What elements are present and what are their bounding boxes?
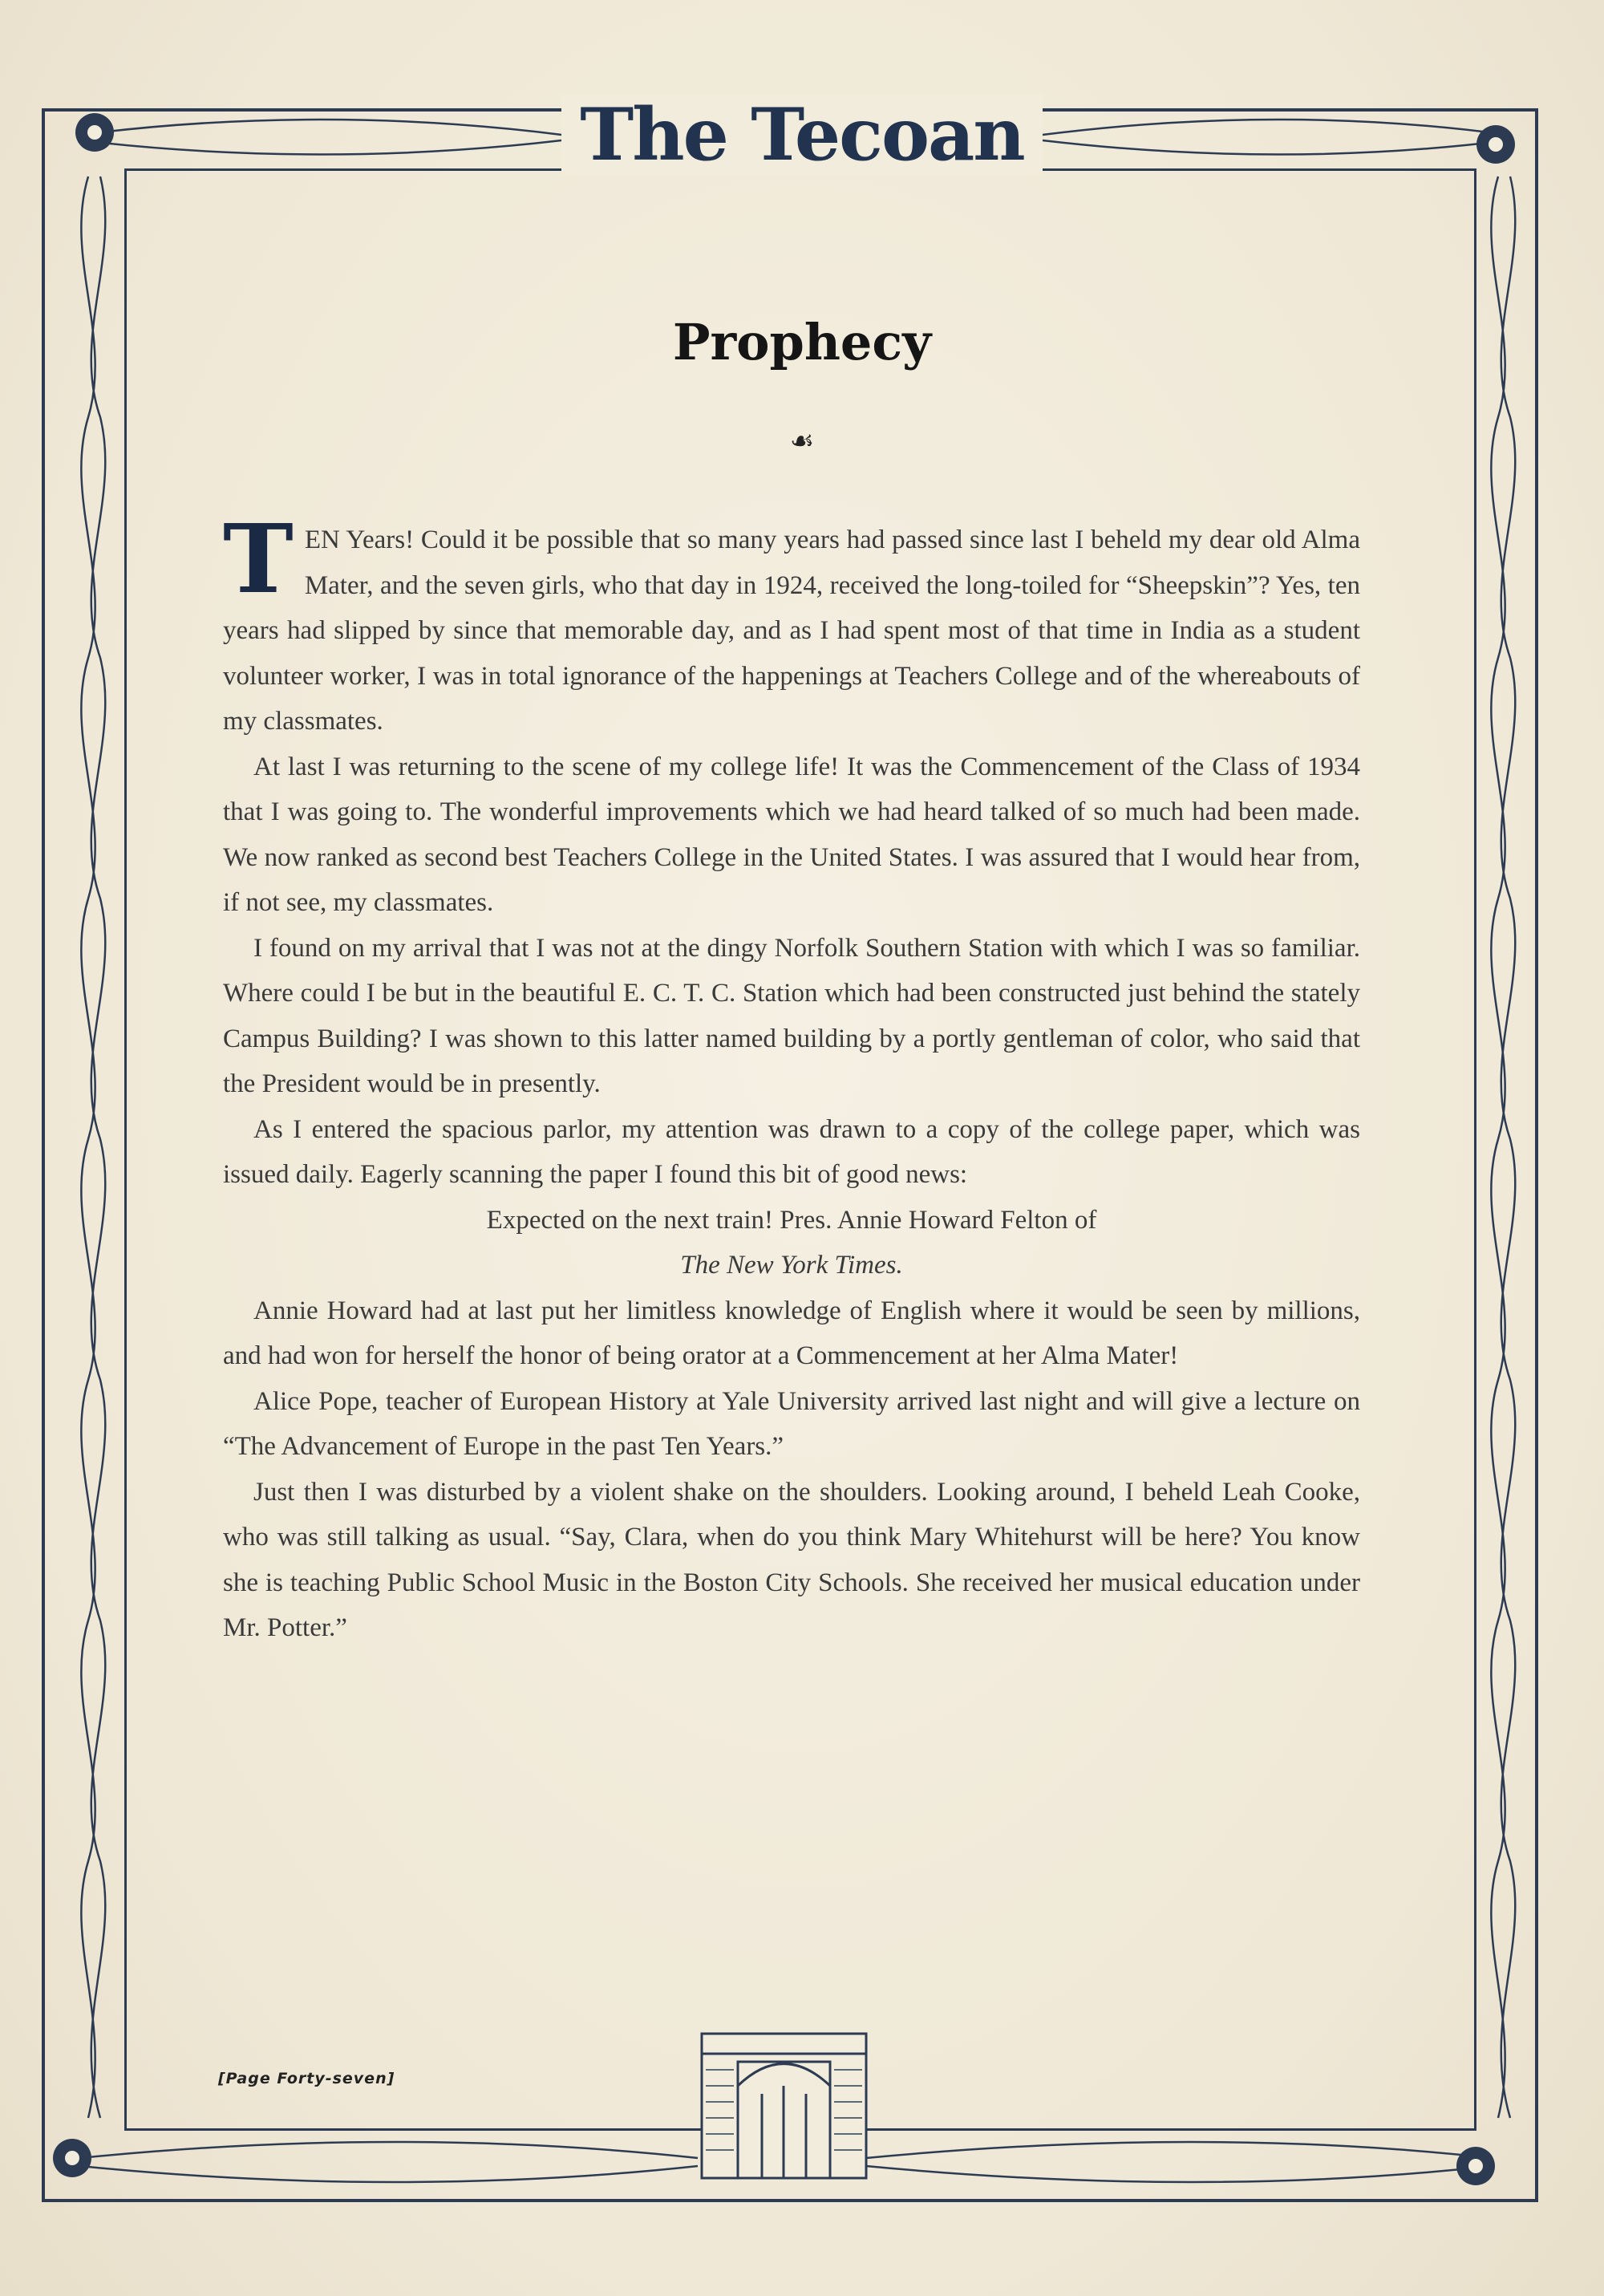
paragraph-2: At last I was returning to the scene of my college life! It was the Commencement of the Class of 1934 that I was going to. The wonderful improvements which we had heard talked of so much had been made. We now ranked as second best Teachers College in the United States. I was assured that I would hear from, if not see, my classmates.	[223, 752, 1360, 917]
masthead: The Tecoan	[561, 95, 1043, 175]
drop-cap: T	[223, 503, 294, 615]
doorway-ornament-icon	[702, 2034, 866, 2178]
page-title: Prophecy	[672, 313, 932, 371]
paragraph-5: Annie Howard had at last put her limitless knowledge of English where it would be seen by millions, and had won for herself the honor of being orator at a Commencement at her Alma Mater!	[223, 1296, 1360, 1370]
news-quote: Expected on the next train! Pres. Annie Howard Felton of	[486, 1205, 1097, 1235]
prophecy-text	[223, 503, 1360, 1651]
paragraph-4: As I entered the spacious parlor, my attention was drawn to a copy of the college paper, which was issued daily. Eagerly scanning the paper I found this bit of good news:	[223, 1114, 1360, 1189]
paragraph-1	[223, 503, 1360, 744]
paragraph-1-text: EN Years! Could it be possible that so many years had passed since last I beheld my dear old Alma Mater, and the seven girls, who that day in 1924, received the long-toiled for “Sheepskin”? Yes, ten years had slipped by since that memorable day, and as I had spent most of that time in India as a student volunteer worker, I was in total ignorance of the happenings at Teachers College and of the whereabouts of my classmates.	[223, 525, 1360, 736]
paragraph-6: Alice Pope, teacher of European History at Yale University arrived last night and will give a lecture on “The Advancement of Europe in the past Ten Years.”	[223, 1386, 1360, 1461]
paragraph-7: Just then I was disturbed by a violent shake on the shoulders. Looking around, I beheld Leah Cooke, who was still talking as usual. “Say, Clara, when do you think Mary Whitehurst will be here? You know she is teaching Public School Music in the Boston City Schools. She received her musical education under Mr. Potter.”	[223, 1477, 1360, 1642]
fleuron-icon: ☙	[789, 427, 815, 456]
page-number: [Page Forty-seven]	[218, 2070, 395, 2087]
news-source: The New York Times.	[680, 1251, 903, 1280]
paragraph-3: I found on my arrival that I was not at the dingy Norfolk Southern Station with which I was so familiar. Where could I be but in the beautiful E. C. T. C. Station which had been constructed just behind the stately Campus Building? I was shown to this latter named building by a portly gentleman of color, who said that the President would be in presently.	[223, 933, 1360, 1098]
